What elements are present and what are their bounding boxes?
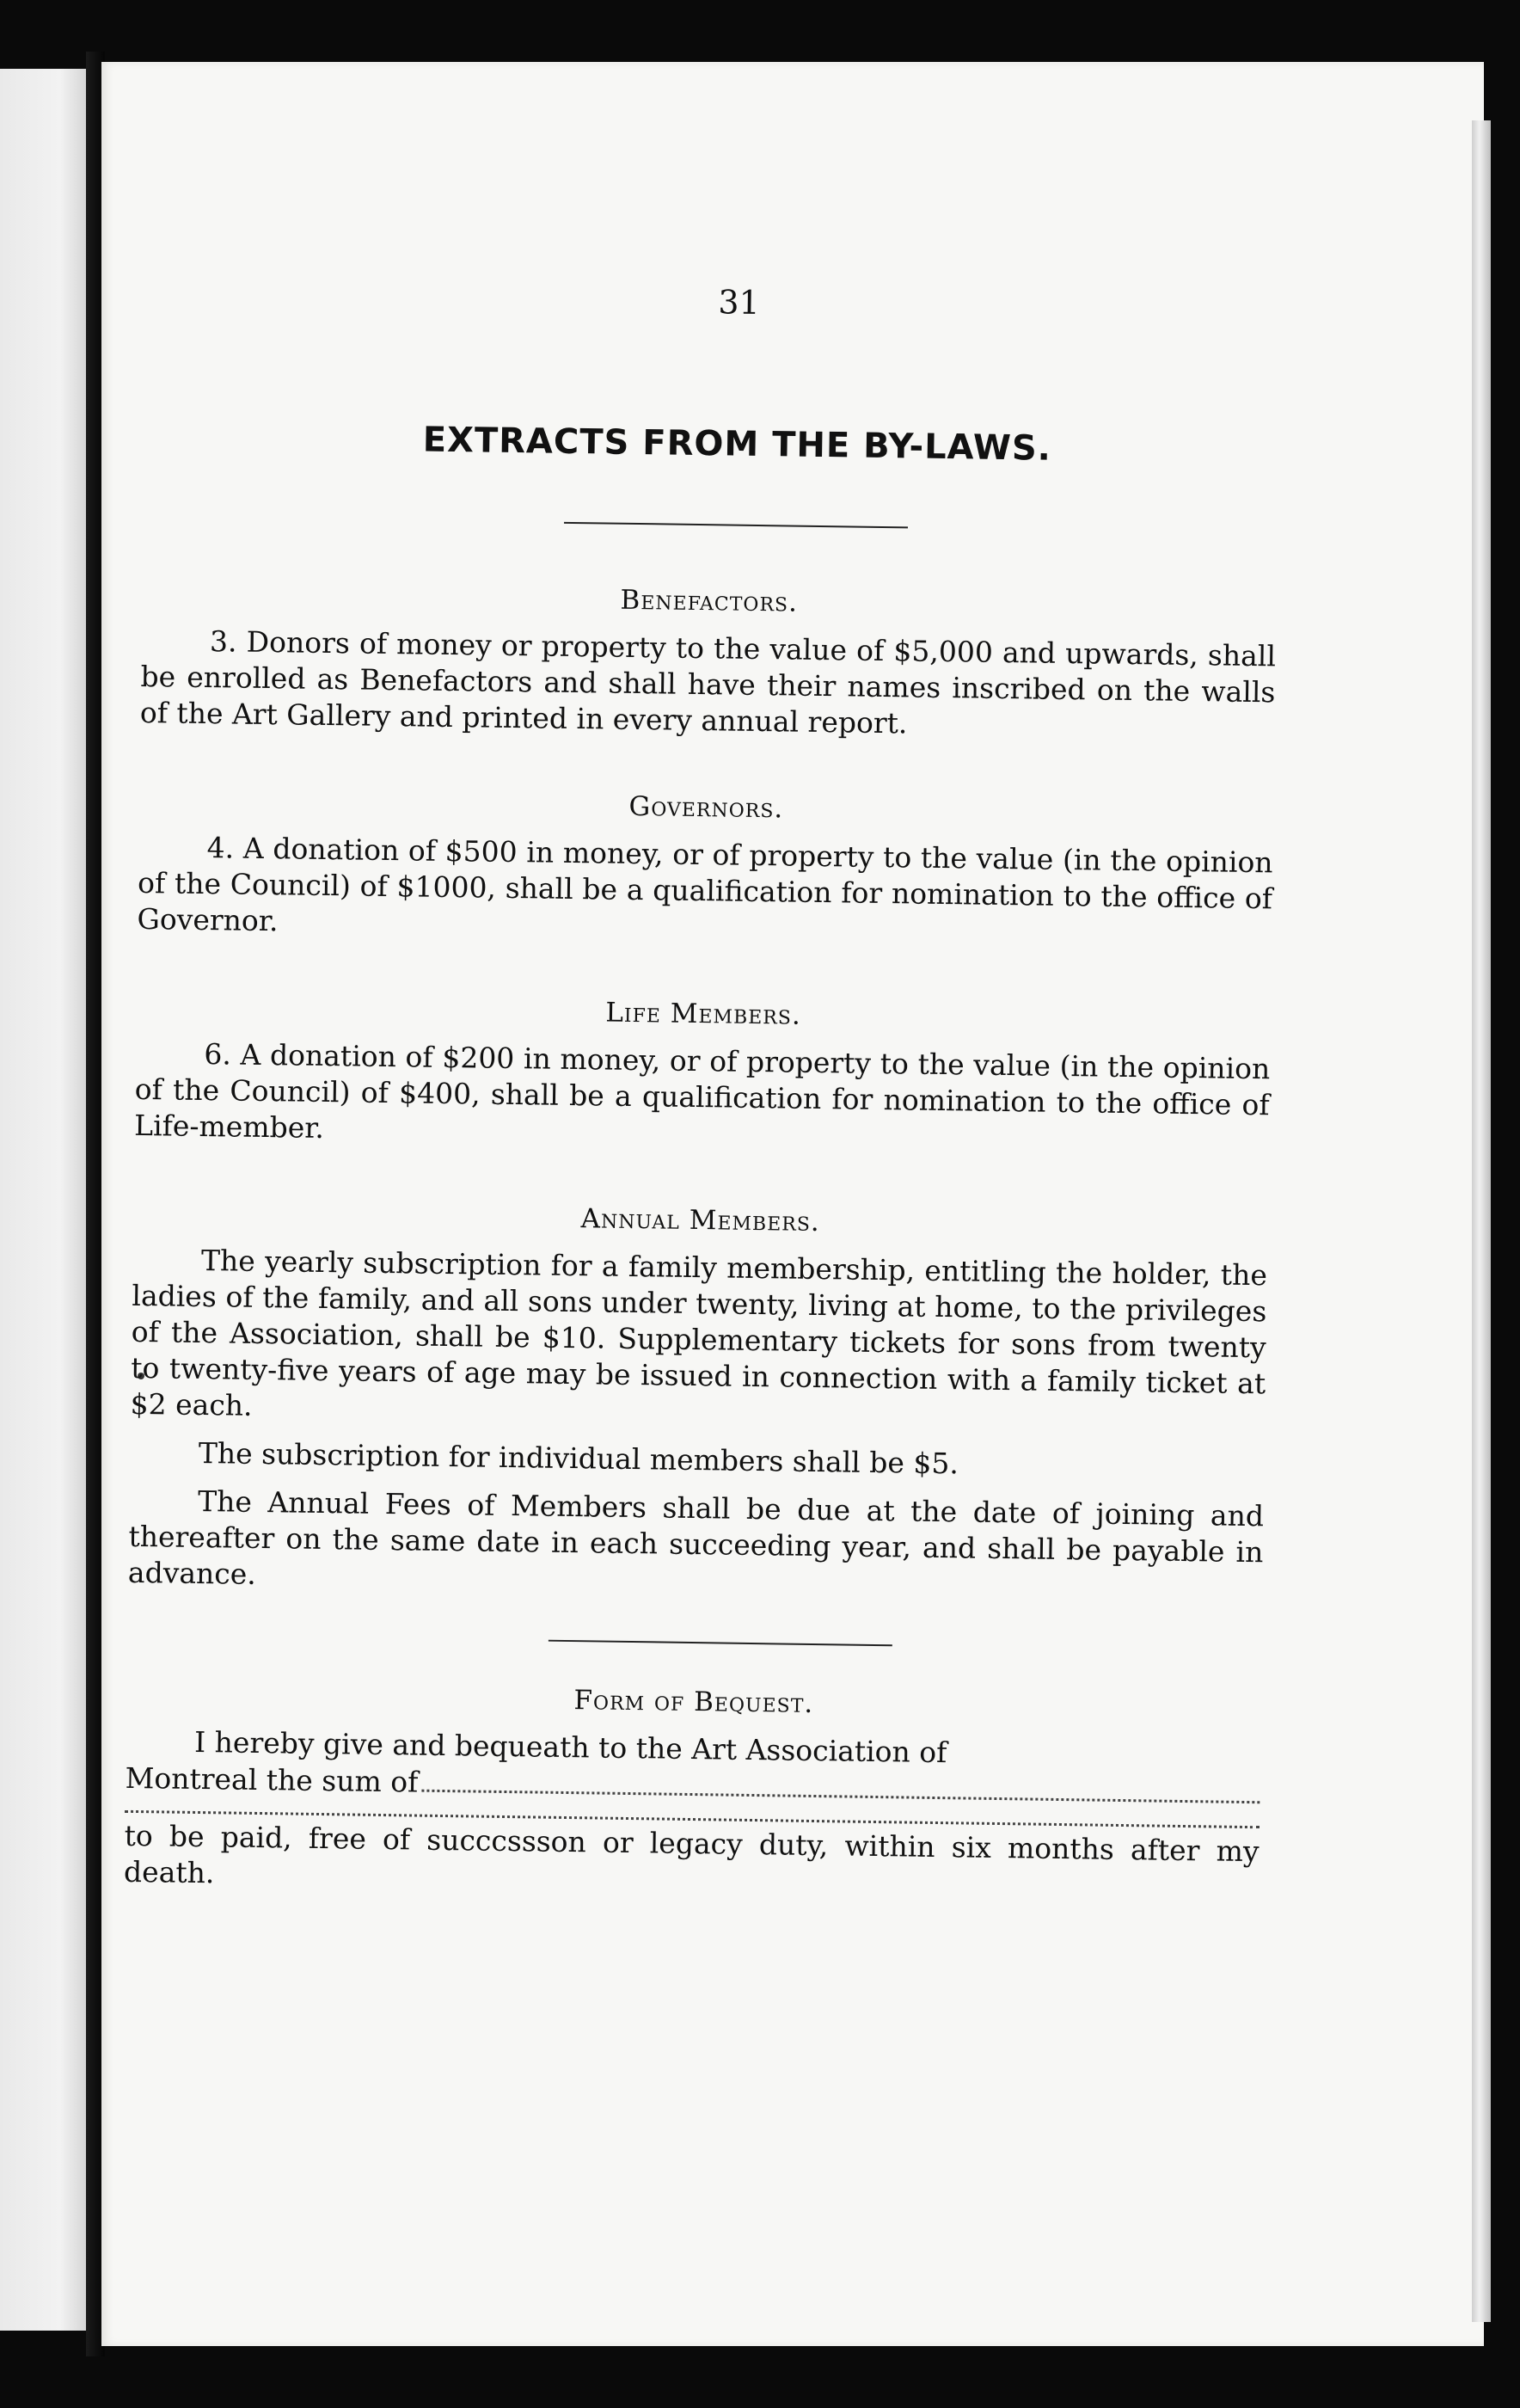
title-divider bbox=[564, 522, 908, 529]
section-divider bbox=[549, 1640, 892, 1647]
facing-page-edge bbox=[0, 69, 86, 2331]
section-heading: Benefactors. bbox=[620, 584, 799, 618]
page-content bbox=[123, 275, 1281, 1959]
section-heading: Annual Members. bbox=[580, 1203, 821, 1238]
bylaw-paragraph: 4. A donation of $500 in money, or of property to the value (in the opinion of the Council) of $1000, shall be a qualification for nomination to the office of Governor. bbox=[137, 831, 1273, 938]
bylaw-paragraph: 3. Donors of money or property to the value of $5,000 and upwards, shall be enrolled as Benefactors and shall have their names inscribed on the walls of the Art Gallery and printed in every annual report. bbox=[139, 624, 1277, 740]
bylaw-paragraph: 6. A donation of $200 in money, or of property to the value (in the opinion of the Council) of $400, shall be a qualification for nomination to the office of Life-member. bbox=[133, 1037, 1271, 1145]
page-stack-edge bbox=[1472, 120, 1491, 2322]
section-form-of-bequest bbox=[124, 1679, 1261, 1906]
section-heading: Governors. bbox=[628, 790, 784, 825]
section-governors bbox=[137, 784, 1273, 953]
page-number: 31 bbox=[718, 283, 761, 322]
bylaw-paragraph: The yearly subscription for a family membership, entitling the holder, the ladies of the family, and all sons under twenty, living at home, to the privileges of the Association, shall be $10. Supplementary tickets for sons from twenty to twenty-five years of age may be issued in connection with a family ticket at $2 each. bbox=[130, 1244, 1268, 1422]
bequest-line-3: to be paid, free of succcssson or legacy duty, within six months after my death. bbox=[123, 1818, 1260, 1890]
section-life-members bbox=[134, 991, 1271, 1159]
bylaw-paragraph: The Annual Fees of Members shall be due at the date of joining and thereafter on the same date in each succeeding year, and shall be payable in advance. bbox=[127, 1484, 1265, 1591]
bylaw-paragraph: The subscription for individual members shall be $5. bbox=[198, 1435, 959, 1481]
section-heading: Form of Bequest. bbox=[573, 1685, 814, 1719]
section-heading: Life Members. bbox=[605, 997, 802, 1031]
section-benefactors bbox=[140, 578, 1277, 746]
bequest-line-2: Montreal the sum of bbox=[125, 1760, 419, 1799]
section-annual-members bbox=[128, 1197, 1268, 1606]
bequest-line-1: I hereby give and bequeath to the Art Association of bbox=[193, 1724, 947, 1770]
page-title: EXTRACTS FROM THE BY-LAWS. bbox=[422, 420, 1052, 469]
